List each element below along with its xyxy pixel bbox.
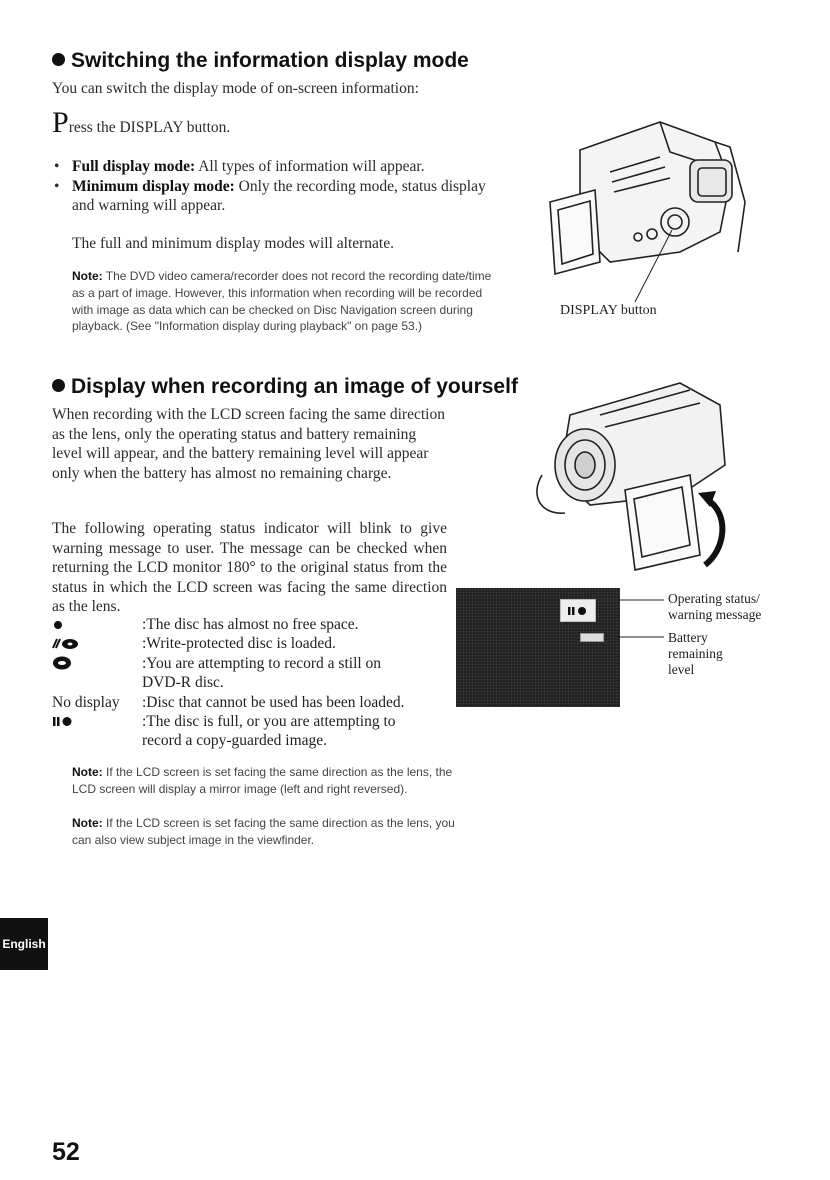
bullet-dot-icon <box>52 379 65 392</box>
write-protected-icon <box>52 636 80 650</box>
list-item: • Full display mode: All types of information will appear. <box>52 157 500 177</box>
camcorder-display-button-illustration <box>540 112 750 322</box>
list-item-continuation: record a copy-guarded image. <box>142 732 328 749</box>
alternate-text: The full and minimum display modes will alternate. <box>72 235 394 252</box>
self-recording-paragraph: When recording with the LCD screen facing the same direction as the lens, only the operating status and battery remaining level will appear, and the battery remaining level will appear only when the battery has almost no remaining charge. <box>52 406 445 482</box>
display-button-caption: DISPLAY button <box>560 303 657 318</box>
pause-disc-icon <box>52 715 74 727</box>
note-date-time: Note: The DVD video camera/recorder does not record the recording date/time as a part of image. However, this information when recording will be recorded with image as data which can be checked on Disc Navigation screen during playback. (See "Information display during playback" on page 53.) <box>72 269 492 334</box>
callout-lines <box>600 590 670 650</box>
note-mirror-image: Note: If the LCD screen is set facing the same direction as the lens, the LCD screen will display a mirror image (left and right reversed). <box>72 765 453 796</box>
section-title-display-mode: Switching the information display mode <box>52 48 469 74</box>
camcorder-self-recording-illustration <box>530 375 740 575</box>
lcd-screen-illustration <box>456 588 620 707</box>
callout-operating-status: Operating status/ warning message <box>668 591 762 622</box>
list-item: :The disc is full, or you are attempting to <box>52 712 396 732</box>
callout-battery-level: Battery remaining level <box>668 630 723 677</box>
status-indicator-box <box>560 599 596 622</box>
note-viewfinder: Note: If the LCD screen is set facing the same direction as the lens, you can also view subject image in the viewfinder. <box>72 816 455 847</box>
list-item: • Minimum display mode: Only the recording mode, status display and warning will appear. <box>52 177 500 216</box>
page-number: 52 <box>52 1138 80 1166</box>
list-item: :Write-protected disc is loaded. <box>52 634 336 654</box>
press-instruction: Press the DISPLAY button. <box>52 106 231 139</box>
disc-icon <box>52 655 72 671</box>
bullet-dot-icon <box>52 53 65 66</box>
warning-paragraph: The following operating status indicator will blink to give warning message to user. The message can be checked when returning the LCD monitor 180° to the original status from the status in which the LCD screen was facing the same direction as the lens. <box>52 520 447 615</box>
section-title-self-recording: Display when recording an image of yourself <box>52 374 518 400</box>
list-item-continuation: DVD-R disc. <box>142 674 224 691</box>
list-item: :The disc has almost no free space. <box>52 615 359 635</box>
language-tab: English <box>0 918 48 970</box>
indicator-list <box>52 615 472 749</box>
intro-text: You can switch the display mode of on-screen information: <box>52 80 419 97</box>
display-mode-list <box>52 157 500 216</box>
rotation-arrow-icon <box>705 500 722 565</box>
disc-full-icon <box>54 621 62 629</box>
pause-disc-icon <box>566 605 590 617</box>
list-item: :You are attempting to record a still on <box>52 654 381 674</box>
list-item: No display :Disc that cannot be used has been loaded. <box>52 694 405 711</box>
